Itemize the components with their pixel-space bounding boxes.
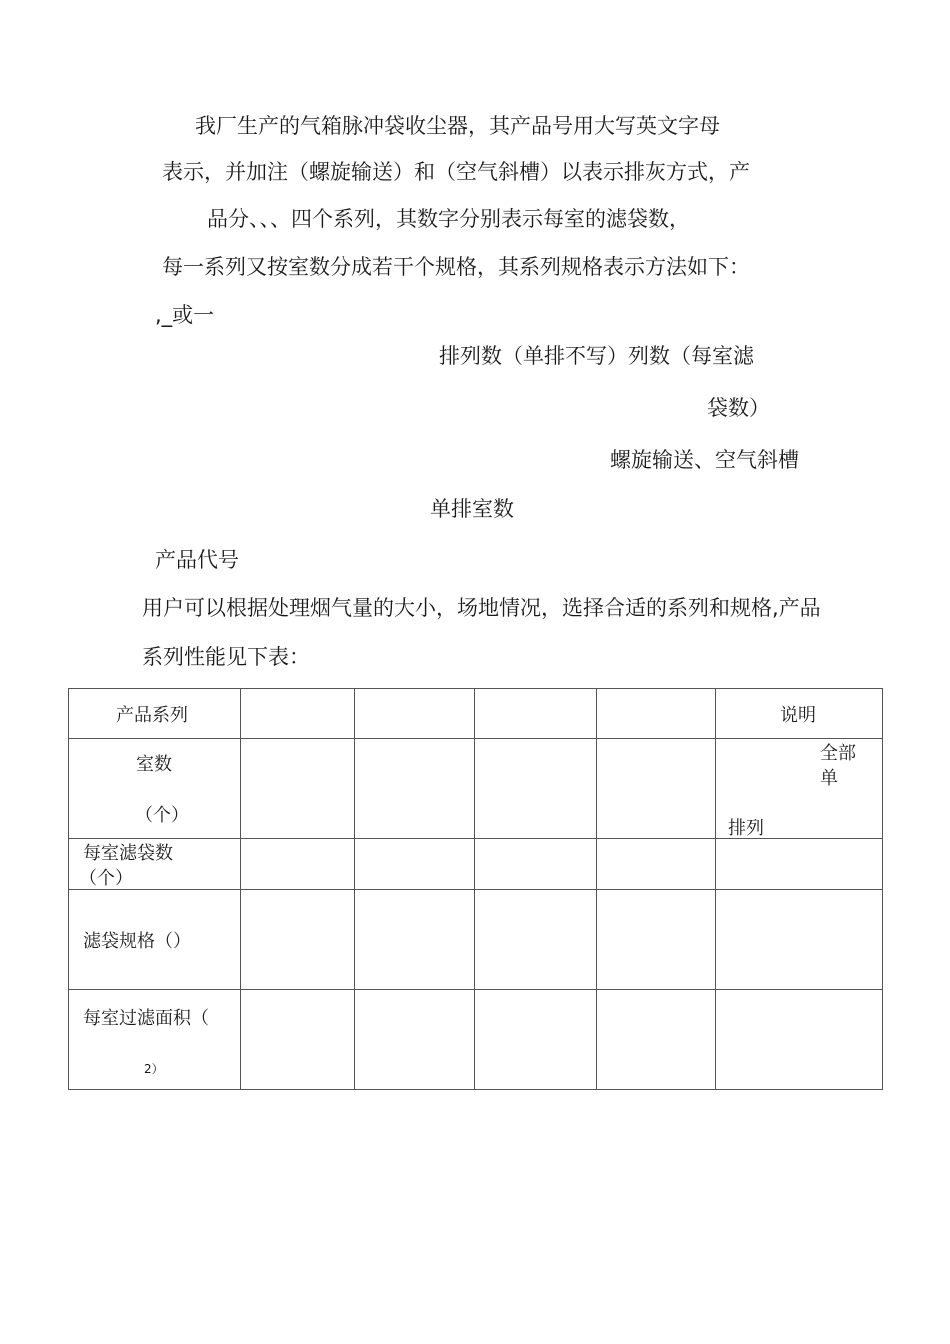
table-cell: [597, 890, 716, 990]
table-cell: [475, 990, 597, 1090]
header-series: 产品系列: [116, 705, 188, 726]
table-cell: [716, 739, 883, 839]
table-cell: [716, 890, 883, 990]
table-cell: [355, 839, 475, 890]
table-cell: [241, 739, 355, 839]
table-cell: [716, 689, 883, 739]
table-cell: [241, 890, 355, 990]
table-cell: [716, 990, 883, 1090]
table-row: [69, 689, 883, 739]
label-chamber-count: 室数: [136, 754, 172, 775]
table-cell: [355, 990, 475, 1090]
table-row: [69, 739, 883, 839]
diagram-label-chambers: 单排室数: [430, 497, 514, 521]
note-all: 全部: [820, 743, 856, 764]
table-cell: [475, 739, 597, 839]
table-row: [69, 839, 883, 890]
table-row: [69, 890, 883, 990]
label-bag-spec: 滤袋规格（）: [83, 931, 191, 952]
table-cell: [597, 839, 716, 890]
table-row: [69, 990, 883, 1090]
note-arrangement: 排列: [728, 818, 764, 839]
label-bags-per-chamber: 每室滤袋数: [83, 843, 173, 864]
label-filter-area: 每室过滤面积（: [83, 1008, 209, 1029]
performance-table: [68, 688, 883, 1090]
table-cell: [597, 739, 716, 839]
diagram-label-arrangement-cont: 袋数）: [707, 396, 770, 420]
table-cell: [355, 890, 475, 990]
diagram-label-discharge: 螺旋输送、空气斜槽: [610, 448, 799, 472]
table-cell: [475, 689, 597, 739]
paragraph-line-1: 我厂生产的气箱脉冲袋收尘器，其产品号用大写英文字母: [195, 114, 720, 138]
table-cell: [475, 890, 597, 990]
table-cell: [69, 890, 241, 990]
table-cell: [69, 839, 241, 890]
table-cell: [241, 990, 355, 1090]
table-cell: [69, 990, 241, 1090]
label-bags-unit: （个）: [79, 868, 133, 889]
paragraph-line-2: 表示，并加注（螺旋输送）和（空气斜槽）以表示排灰方式，产: [162, 160, 750, 184]
table-cell: [597, 689, 716, 739]
table-cell: [716, 839, 883, 890]
label-filter-area-unit: 2）: [144, 1062, 164, 1076]
table-cell: [241, 689, 355, 739]
label-chamber-unit: （个）: [135, 805, 189, 826]
diagram-label-arrangement: 排列数（单排不写）列数（每室滤: [439, 344, 754, 368]
table-cell: [241, 839, 355, 890]
table-cell: [69, 739, 241, 839]
table-cell: [475, 839, 597, 890]
paragraph-line-3: 品分、、、四个系列，其数字分别表示每室的滤袋数，: [207, 207, 690, 231]
paragraph-line-5: ,_或一: [155, 303, 215, 327]
note-single: 单: [820, 768, 838, 789]
table-cell: [355, 739, 475, 839]
table-cell: [355, 689, 475, 739]
diagram-label-product-code: 产品代号: [155, 548, 239, 572]
body-line-2: 系列性能见下表：: [142, 645, 310, 669]
body-line-1: 用户可以根据处理烟气量的大小，场地情况，选择合适的系列和规格,产品: [142, 596, 821, 620]
table-cell: [597, 990, 716, 1090]
header-note: 说明: [780, 705, 816, 726]
paragraph-line-4: 每一系列又按室数分成若干个规格，其系列规格表示方法如下：: [162, 255, 750, 279]
table-cell: [69, 689, 241, 739]
